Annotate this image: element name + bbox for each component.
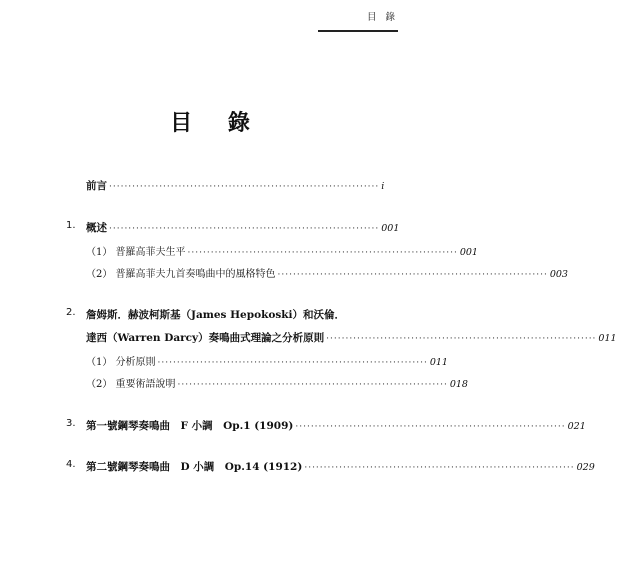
page-number: 003 <box>549 269 568 280</box>
toc-entry-chapter-2-line-1[interactable] <box>0 307 420 325</box>
entry-title-continued: 達西（Warren Darcy）奏鳴曲式理論之分析原則 <box>86 332 325 344</box>
toc-entry-2-1[interactable] <box>0 353 448 371</box>
chapter-number: 3. <box>66 418 76 429</box>
entry-title: （1） 普羅高菲夫生平 <box>86 247 186 258</box>
page-number: 001 <box>459 247 478 258</box>
toc-entry-1-2[interactable] <box>0 265 568 283</box>
toc-entry-chapter-4[interactable] <box>0 459 595 477</box>
toc-entry-chapter-2-line-2[interactable] <box>0 330 617 348</box>
dot-leader: ······································································ <box>295 422 566 432</box>
dot-leader: ······································································ <box>304 463 575 473</box>
dot-leader: ······································································ <box>157 358 428 368</box>
entry-title: （1） 分析原則 <box>86 357 156 368</box>
toc-entry-2-2[interactable] <box>0 375 468 393</box>
entry-title: （2） 重要術語說明 <box>86 379 176 390</box>
header-rule <box>318 30 398 32</box>
page-number: 011 <box>429 357 448 368</box>
dot-leader: ······································································ <box>177 380 448 390</box>
chapter-number: 2. <box>66 307 76 318</box>
page-number: 029 <box>576 462 595 473</box>
page-number: 011 <box>598 333 617 344</box>
dot-leader: ······································································ <box>109 224 380 234</box>
running-header: 目 錄 <box>366 12 398 23</box>
entry-title: 前言 <box>86 180 107 192</box>
dot-leader: ······································································ <box>277 270 548 280</box>
entry-title: （2） 普羅高菲夫九首奏鳴曲中的風格特色 <box>86 269 276 280</box>
dot-leader: ······································································ <box>326 334 597 344</box>
toc-entry-preface[interactable] <box>0 178 420 196</box>
toc-entry-1-1[interactable] <box>0 243 478 261</box>
page-header <box>0 0 420 40</box>
chapter-number: 4. <box>66 459 76 470</box>
page-title: 目 錄 <box>170 110 264 136</box>
toc-entry-chapter-1[interactable] <box>0 220 420 238</box>
entry-title: 概述 <box>86 222 107 234</box>
page-number: 018 <box>449 379 468 390</box>
chapter-number: 1. <box>66 220 76 231</box>
toc-entry-chapter-3[interactable] <box>0 418 586 436</box>
page-number: i <box>381 181 385 192</box>
entry-title: 第一號鋼琴奏鳴曲 F 小調 Op.1 (1909) <box>86 420 294 432</box>
page-number: 001 <box>381 223 400 234</box>
dot-leader: ······································································ <box>109 182 380 192</box>
entry-title: 第二號鋼琴奏鳴曲 D 小調 Op.14 (1912) <box>86 461 303 473</box>
dot-leader: ······································································ <box>187 248 458 258</box>
entry-title: 詹姆斯．赫波柯斯基（James Hepokoski）和沃倫． <box>86 309 346 321</box>
page-number: 021 <box>567 421 586 432</box>
